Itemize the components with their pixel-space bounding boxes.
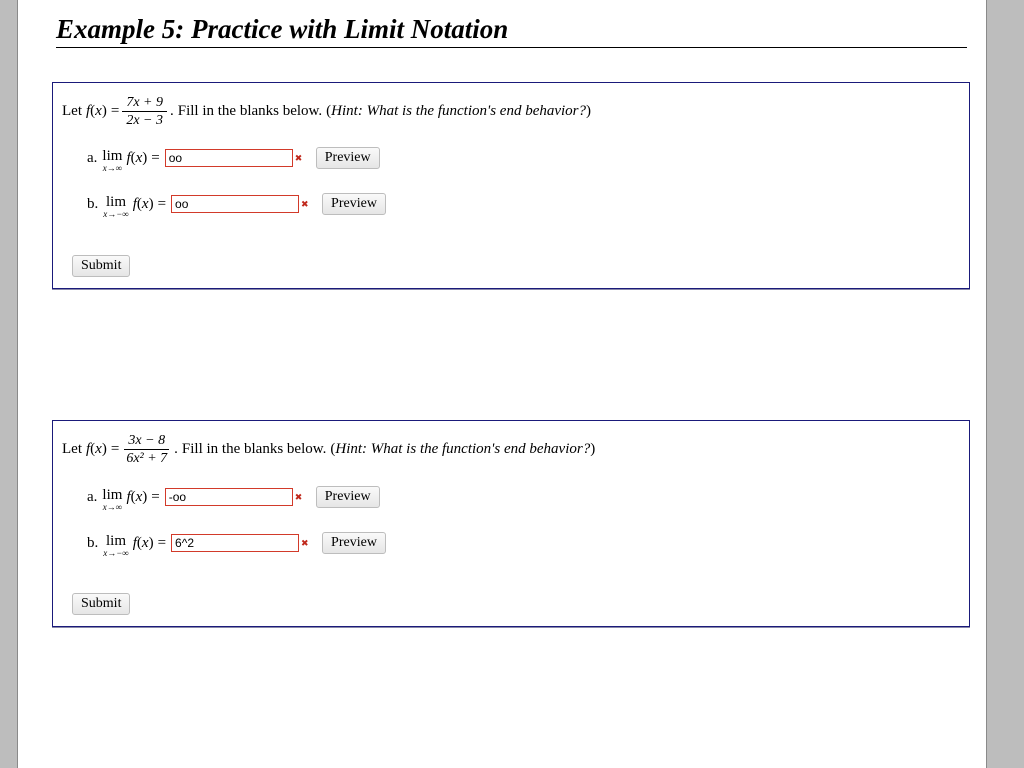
hint-text: Hint: What is the function's end behavior?: [335, 440, 591, 457]
answer-input[interactable]: oo: [171, 195, 299, 213]
equals-sign: =: [151, 149, 160, 166]
answer-input[interactable]: oo: [165, 149, 293, 167]
part-label: a.: [87, 488, 98, 505]
instruction-text: Fill in the blanks below.: [177, 102, 323, 119]
fraction-numerator: 3x − 8: [124, 432, 169, 450]
preview-button[interactable]: Preview: [316, 147, 380, 169]
part-a: a. lim x→∞ f ( x ) = -oo ✖ Preview: [87, 484, 380, 510]
part-label: b.: [87, 195, 99, 212]
preview-button[interactable]: Preview: [322, 193, 386, 215]
x-mark-icon: ✖: [301, 538, 309, 549]
function-name: f: [132, 534, 137, 551]
lim-word: lim: [102, 487, 123, 503]
answer-input[interactable]: 6^2: [171, 534, 299, 552]
lim-subscript: x→∞: [102, 163, 123, 173]
equals-sign: =: [110, 440, 120, 457]
period: .: [169, 102, 174, 119]
function-name: f: [126, 488, 131, 505]
part-b: b. lim x→−∞ f ( x ) = oo ✖ Preview: [87, 191, 386, 217]
part-a: a. lim x→∞ f ( x ) = oo ✖ Preview: [87, 145, 380, 171]
function-name: f: [132, 195, 137, 212]
lim-subscript: x→−∞: [103, 548, 129, 558]
fraction-denominator: 2x − 3: [126, 112, 163, 128]
lim-word: lim: [105, 194, 126, 210]
function-variable: x: [95, 440, 102, 457]
x-mark-icon: ✖: [294, 492, 303, 503]
part-label: a.: [87, 149, 98, 166]
hint-open-paren: (: [326, 102, 332, 119]
x-mark-icon: ✖: [301, 199, 309, 210]
x-mark-icon: ✖: [294, 153, 303, 164]
hint-close-paren: ): [586, 102, 592, 119]
page-title: Example 5: Practice with Limit Notation: [56, 12, 967, 48]
period: .: [174, 440, 178, 457]
part-label: b.: [87, 534, 99, 551]
problem-2: [52, 420, 970, 627]
limit-notation: [102, 149, 122, 173]
hint-text: Hint: What is the function's end behavior?: [331, 102, 587, 119]
submit-button[interactable]: Submit: [72, 593, 130, 615]
answer-input[interactable]: -oo: [165, 488, 293, 506]
fraction: [122, 432, 171, 467]
submit-button[interactable]: Submit: [72, 255, 130, 277]
equals-sign: =: [157, 534, 167, 551]
part-b: b. lim x→−∞ f ( x ) = 6^2 ✖ Preview: [87, 530, 386, 556]
preview-button[interactable]: Preview: [322, 532, 386, 554]
preview-button[interactable]: Preview: [316, 486, 380, 508]
lim-subscript: x→∞: [102, 502, 123, 512]
let-text: Let: [62, 440, 82, 457]
function-variable: x: [95, 102, 102, 119]
function-variable: x: [141, 195, 149, 212]
function-variable: x: [141, 534, 149, 551]
function-variable: x: [135, 488, 143, 505]
page: [17, 0, 987, 768]
limit-notation: [102, 488, 122, 512]
function-name: f: [86, 440, 91, 457]
function-name: f: [86, 102, 91, 119]
fraction: [122, 94, 167, 129]
instruction-text: Fill in the blanks below.: [181, 440, 327, 457]
problem-statement: Let f ( x ) = $\frac{7x + 9}{2x - 3}$ . Fill in the blanks below. ( Hint: What is the function's end behavior? ): [62, 94, 592, 128]
limit-notation: [103, 195, 128, 219]
function-variable: x: [135, 149, 143, 166]
fraction-numerator: 7x + 9: [122, 94, 167, 112]
fraction-denominator: 6x² + 7: [126, 450, 168, 466]
lim-word: lim: [102, 148, 123, 164]
equals-sign: =: [110, 102, 120, 119]
equals-sign: =: [157, 195, 167, 212]
lim-subscript: x→−∞: [103, 209, 129, 219]
problem-1: [52, 82, 970, 289]
let-text: Let: [62, 102, 82, 119]
lim-word: lim: [105, 533, 126, 549]
hint-close-paren: ): [590, 440, 596, 457]
hint-open-paren: (: [330, 440, 336, 457]
problem-statement: Let f ( x ) = $\frac{3x - 8}{\text{6x² + 7}}$ . Fill in the blanks below. ( Hint: What is the function's end behavior? ): [62, 432, 596, 466]
function-name: f: [126, 149, 131, 166]
limit-notation: [103, 534, 128, 558]
equals-sign: =: [151, 488, 160, 505]
